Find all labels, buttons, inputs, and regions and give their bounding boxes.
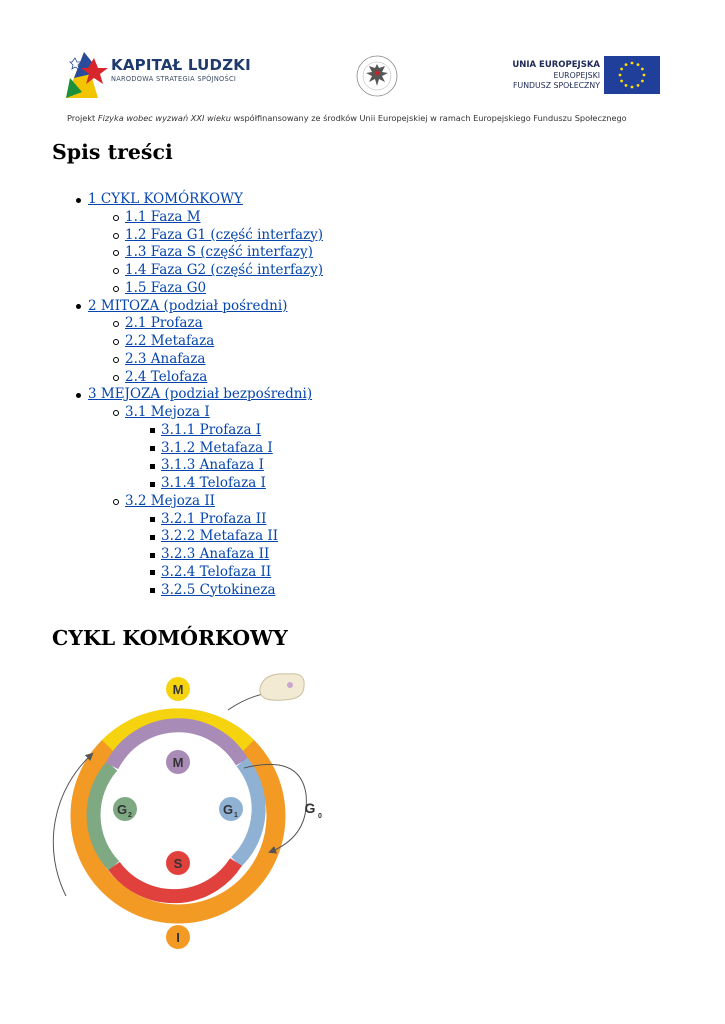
bullet-square-icon [150,588,155,593]
toc-link[interactable]: 3.2.2 Metafaza II [161,528,279,545]
toc-link[interactable]: 3.1 Mejoza I [125,404,210,420]
toc-link[interactable]: 1.3 Faza S (część interfazy) [125,244,313,261]
g1-subscript: 1 [234,812,238,819]
toc-list [52,191,452,599]
g0-label: G [304,800,316,816]
toc-item [52,333,452,351]
toc-link[interactable]: 1.1 Faza M [125,208,201,225]
eu-star-icon [631,86,634,89]
university-seal [355,54,399,98]
toc-title: Spis treści [52,140,173,164]
eu-title: UNIA EUROPEJSKA [512,60,600,70]
toc-link[interactable]: 3.2.5 Cytokineza [161,581,276,598]
eu-star-icon [625,63,628,66]
toc-item [52,528,452,546]
bullet-circle-icon [113,410,119,416]
toc-item [52,298,452,316]
bullet-circle-icon [113,321,119,327]
toc-item [52,262,452,280]
eu-star-icon [625,84,628,87]
toc-link[interactable]: 1.5 Faza G0 [125,279,207,296]
toc-item [52,564,452,582]
toc-item [52,493,452,511]
toc-link[interactable]: 1.4 Faza G2 (część interfazy) [125,262,324,278]
bullet-square-icon [150,570,155,575]
bullet-square-icon [150,553,155,558]
toc-item [52,386,452,404]
eu-star-icon [620,80,623,83]
toc-link[interactable]: 3.2.1 Profaza II [161,510,267,527]
eu-line-2: FUNDUSZ SPOŁECZNY [513,81,600,90]
toc-item [52,191,452,209]
eu-star-icon [641,68,644,71]
bullet-circle-icon [113,268,119,274]
daughter-cell-shape [260,674,304,701]
project-funding-line [67,113,627,123]
toc-link[interactable]: 2 MITOZA (podział pośredni) [88,297,288,314]
toc-link[interactable]: 3.2.4 Telofaza II [161,563,272,580]
eu-star-icon [637,63,640,66]
outer-i-label: I [176,930,180,945]
section-title: CYKL KOMÓRKOWY [52,626,288,650]
inner-m-label: M [172,755,184,770]
toc-item [52,209,452,227]
bullet-circle-icon [113,286,119,292]
bullet-square-icon [150,428,155,433]
bullet-circle-icon [113,250,119,256]
g2-arc [94,766,114,866]
toc-item [52,280,452,298]
toc-item [52,475,452,493]
toc-link[interactable]: 3 MEJOZA (podział bezpośredni) [88,386,313,403]
toc-item [52,582,452,600]
g0-subscript: 0 [318,813,322,820]
toc-link[interactable]: 2.3 Anafaza [125,350,206,367]
toc-link[interactable]: 2.1 Profaza [125,315,203,332]
toc-link[interactable]: 2.4 Telofaza [125,368,208,385]
bullet-square-icon [150,482,155,487]
bullet-disc-icon [76,304,81,309]
bullet-disc-icon [76,393,81,398]
kapital-ludzki-emblem-icon [64,48,110,100]
eu-flag-icon [604,56,660,94]
project-suffix: współfinansowany ze środków Unii Europejskiej w ramach Europejskiego Funduszu Społecznego [230,113,627,123]
eu-star-icon [619,74,622,77]
project-prefix: Projekt [67,113,98,123]
kapital-ludzki-subtitle: NARODOWA STRATEGIA SPÓJNOŚCI [111,75,237,83]
toc-item [52,244,452,262]
daughter-cell-nucleus [287,682,293,688]
eu-star-icon [643,74,646,77]
bullet-circle-icon [113,375,119,381]
bullet-circle-icon [113,339,119,345]
s-label: S [173,856,183,871]
eu-star-icon [620,68,623,71]
toc-item [52,227,452,245]
g2-subscript: 2 [128,812,132,819]
toc-link[interactable]: 3.1.1 Profaza I [161,421,262,438]
toc-item [52,404,452,422]
bullet-square-icon [150,535,155,540]
toc-item [52,440,452,458]
g1-label: G [222,802,234,817]
toc-item [52,315,452,333]
cell-cycle-diagram [52,666,342,956]
toc-link[interactable]: 1.2 Faza G1 (część interfazy) [125,226,324,243]
bullet-disc-icon [76,198,81,203]
toc-link[interactable]: 3.1.2 Metafaza I [161,439,273,456]
bullet-square-icon [150,464,155,469]
toc-item [52,351,452,369]
toc-link[interactable]: 2.2 Metafaza [125,333,215,349]
kapital-ludzki-logo [64,48,251,100]
outer-m-label: M [172,682,184,697]
bullet-square-icon [150,446,155,451]
toc-item [52,369,452,387]
toc-item [52,511,452,529]
bullet-circle-icon [113,215,119,221]
toc-link[interactable]: 1 CYKL KOMÓRKOWY [88,191,243,207]
toc-item [52,457,452,475]
interphase-ring [80,718,276,914]
eu-star-icon [631,62,634,65]
toc-link[interactable]: 3.1.4 Telofaza I [161,475,266,491]
bullet-circle-icon [113,357,119,363]
eu-star-icon [641,80,644,83]
bullet-circle-icon [113,499,119,505]
eu-star-icon [637,84,640,87]
bullet-circle-icon [113,233,119,239]
eu-line-1: EUROPEJSKI [553,71,600,80]
kapital-ludzki-title: KAPITAŁ LUDZKI [111,56,251,74]
project-name: Fizyka wobec wyzwań XXI wieku [97,113,231,123]
eagle-seal-icon [355,54,399,98]
toc-link[interactable]: 3.2 Mejoza II [125,492,216,509]
toc-item [52,422,452,440]
table-of-contents [52,191,452,599]
eu-text-block [512,60,600,91]
g2-label: G [116,802,128,817]
toc-link[interactable]: 3.1.3 Anafaza I [161,457,264,474]
bullet-square-icon [150,517,155,522]
toc-item [52,546,452,564]
toc-link[interactable]: 3.2.3 Anafaza II [161,546,270,562]
